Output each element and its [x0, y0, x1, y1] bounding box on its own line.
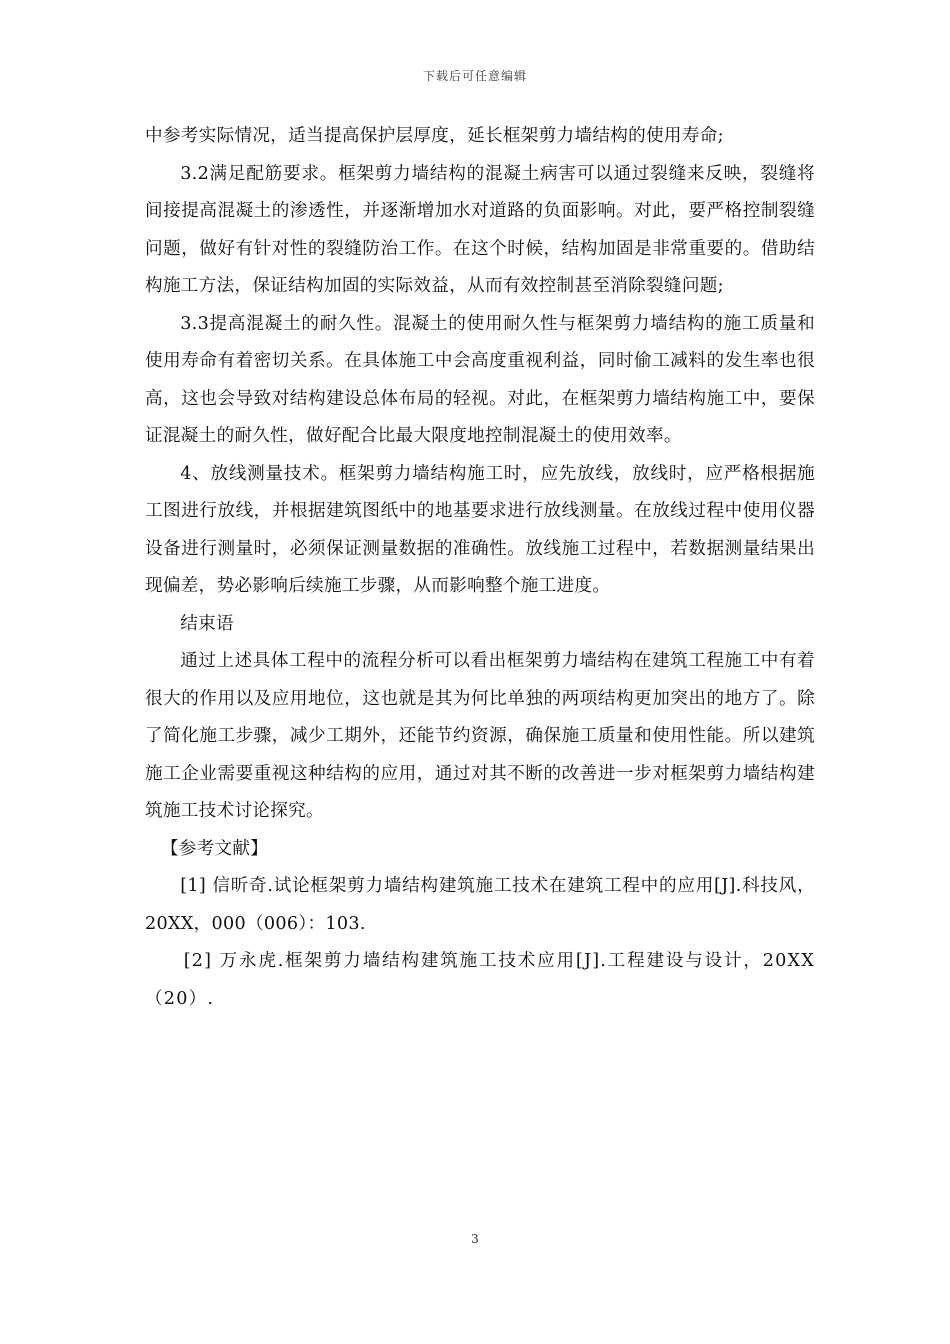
page-header: 下载后可任意编辑	[422, 69, 527, 83]
document-body	[145, 118, 815, 1018]
conclusion-paragraph: 通过上述具体工程中的流程分析可以看出框架剪力墙结构在建筑工程施工中有着很大的作用以及应用地位，这也就是其为何比单独的两项结构更加突出的地方了。除了简化施工步骤，减少工期外，还能节约资源，确保施工质量和使用性能。所以建筑施工企业需要重视这种结构的应用，通过对其不断的改善进一步对框架剪力墙结构建筑施工技术讨论探究。	[145, 651, 815, 821]
references-heading: 【参考文献】	[160, 838, 269, 859]
paragraph-3-2: 3.2满足配筋要求。框架剪力墙结构的混凝土病害可以通过裂缝来反映，裂缝将间接提高混凝土的渗透性，并逐渐增加水对道路的负面影响。对此，要严格控制裂缝问题，做好有针对性的裂缝防治工作。在这个时候，结构加固是非常重要的。借助结构施工方法，保证结构加固的实际效益，从而有效控制甚至消除裂缝问题;	[145, 163, 815, 296]
conclusion-heading: 结束语	[180, 613, 234, 634]
paragraph-3-3: 3.3提高混凝土的耐久性。混凝土的使用耐久性与框架剪力墙结构的施工质量和使用寿命有着密切关系。在具体施工中会高度重视利益，同时偷工减料的发生率也很高，这也会导致对结构建设总体布局的轻视。对此，在框架剪力墙结构施工中，要保证混凝土的耐久性，做好配合比最大限度地控制混凝土的使用效率。	[145, 313, 815, 446]
page-number: 3	[471, 1232, 479, 1246]
paragraph-4: 4、放线测量技术。框架剪力墙结构施工时，应先放线，放线时，应严格根据施工图进行放线，并根据建筑图纸中的地基要求进行放线测量。在放线过程中使用仪器设备进行测量时，必须保证测量数据的准确性。放线施工过程中，若数据测量结果出现偏差，势必影响后续施工步骤，从而影响整个施工进度。	[145, 463, 815, 596]
paragraph-continuation: 中参考实际情况，适当提高保护层厚度，延长框架剪力墙结构的使用寿命;	[145, 126, 724, 146]
reference-item-2: [2] 万永虎.框架剪力墙结构建筑施工技术应用[J].工程建设与设计，20XX（20）.	[145, 951, 815, 1009]
reference-item-1: [1] 信昕奇.试论框架剪力墙结构建筑施工技术在建筑工程中的应用[J].科技风，20XX，000（006）：103.	[145, 876, 815, 934]
